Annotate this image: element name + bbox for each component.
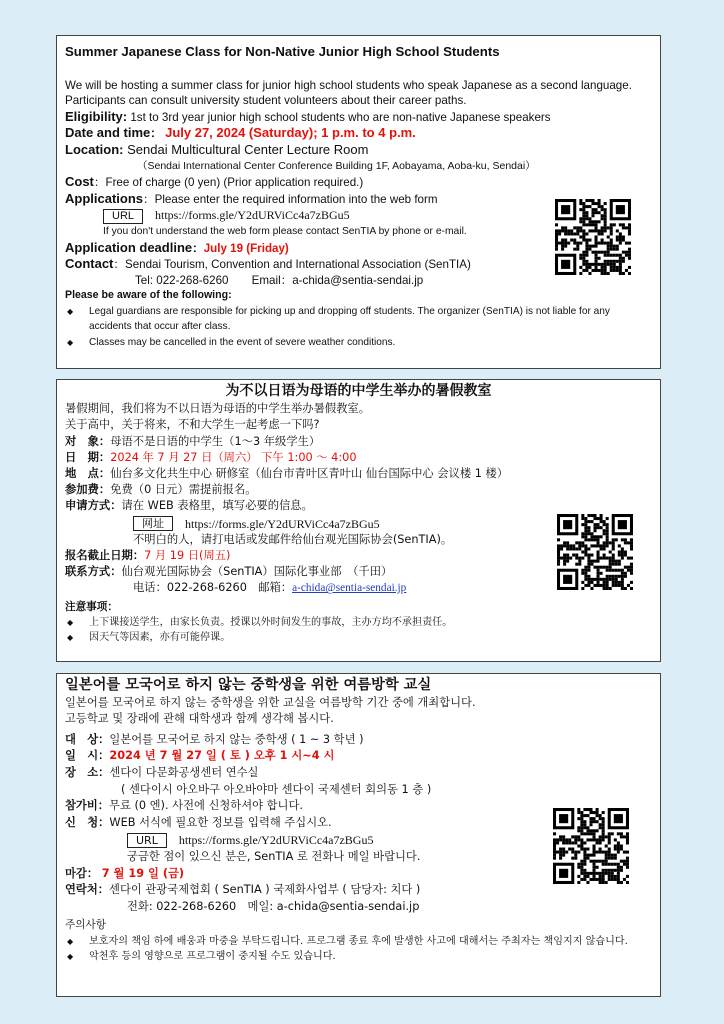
apply-row: 신 청：WEB 서식에 필요한 정보를 입력해 주십시오. xyxy=(65,815,332,829)
korean-notes xyxy=(65,934,652,965)
note-item: ◆ Classes may be cancelled in the event of severe weather conditions. xyxy=(65,335,652,350)
date-row: Date and time： July 27, 2024 (Saturday); 1 p.m. to 4 p.m. xyxy=(65,125,416,141)
web-form-link[interactable]: https://forms.gle/Y2dURViCc4a7zBGu5 xyxy=(185,516,380,531)
chinese-section xyxy=(56,379,661,662)
web-form-link[interactable]: https://forms.gle/Y2dURViCc4a7zBGu5 xyxy=(155,208,350,223)
eligibility-value: 1st to 3rd year junior high school students who are non-native Japanese speakers xyxy=(127,110,551,124)
date-label: Date and time xyxy=(65,125,151,141)
url-tag: 网址 xyxy=(133,516,173,531)
chinese-intro-2: 关于高中，关于将来，不和大学生一起考虑一下吗? xyxy=(65,418,320,432)
applications-label: Applications xyxy=(65,190,144,206)
note-item: ◆ 上下课接送学生，由家长负责。授课以外时间发生的事故，主办方均不承担责任。 xyxy=(65,615,652,630)
contact-line2: Tel: 022-268-6260 Email：a-chida@sentia-sendai.jp xyxy=(135,273,424,287)
deadline-row: Application deadline：July 19 (Friday) xyxy=(65,239,289,255)
deadline-row: 报名截止日期：7 月 19 日(周五) xyxy=(65,549,231,563)
korean-section xyxy=(56,673,661,997)
location-detail: （Sendai International Center Conference Building 1F, Aobayama, Aoba-ku, Sendai） xyxy=(137,159,536,172)
apply-help: 不明白的人，请打电话或发邮件给仙台观光国际协会(SenTIA)。 xyxy=(133,532,453,546)
note-item: ◆ 보호자의 책임 하에 배웅과 마중을 부탁드립니다. 프로그램 종료 후에 발생한 사고에 대해서는 주최자는 책임지지 않습니다. xyxy=(65,934,652,949)
url-tag: URL xyxy=(127,833,167,848)
qr-code-icon[interactable] xyxy=(557,514,633,590)
email-link[interactable]: a-chida@sentia-sendai.jp xyxy=(292,582,407,595)
qr-code-icon[interactable] xyxy=(555,199,631,275)
notes-header: Please be aware of the following: xyxy=(65,289,232,302)
location-value: Sendai Multicultural Center Lecture Room xyxy=(123,141,369,157)
contact-label: Contact xyxy=(65,256,114,272)
target-row: 대 상：일본어를 모국어로 하지 않는 중학생 ( 1 ~ 3 학년 ) xyxy=(65,732,364,746)
qr-code-icon[interactable] xyxy=(553,808,629,884)
contact-line2: 电话：022-268-6260 邮箱：a-chida@sentia-sendai.jp xyxy=(133,581,407,595)
english-section xyxy=(56,35,661,369)
fee-row: 参加费：免费（0 日元）需提前报名。 xyxy=(65,483,257,497)
korean-intro-2: 고등학교 및 장래에 관해 대학생과 함께 생각해 봅시다. xyxy=(65,712,334,726)
english-intro: We will be hosting a summer class for junior high school students who speak Japanese as a second language. Participants can consult university student volunteers about their career paths. xyxy=(65,78,632,108)
korean-title: 일본어를 모국어로 하지 않는 중학생을 위한 여름방학 교실 xyxy=(65,677,432,693)
deadline-value: July 19 (Friday) xyxy=(203,241,289,255)
apply-help: 궁금한 점이 있으신 분은, SenTIA 로 전화나 메일 바랍니다. xyxy=(127,849,421,863)
url-tag: URL xyxy=(103,209,143,224)
eligibility-row xyxy=(65,109,652,126)
english-title: Summer Japanese Class for Non-Native Junior High School Students xyxy=(65,44,500,59)
chinese-title: 为不以日语为母语的中学生举办的暑假教室 xyxy=(225,383,492,399)
place-detail: ( 센다이시 아오바구 아오바야마 센다이 국제센터 회의동 1 층 ) xyxy=(121,782,432,796)
chinese-notes xyxy=(65,615,652,646)
date-row: 日 期：2024 年 7 月 27 日（周六） 下午 1:00 ～ 4:00 xyxy=(65,450,357,464)
place-row: 地 点：仙台多文化共生中心 研修室（仙台市青叶区青叶山 仙台国际中心 会议楼 1 楼） xyxy=(65,467,509,481)
chinese-intro-1: 暑假期间，我们将为不以日语为母语的中学生举办暑假教室。 xyxy=(65,402,371,416)
notes-header: 注意事项： xyxy=(65,600,118,613)
web-form-link[interactable]: https://forms.gle/Y2dURViCc4a7zBGu5 xyxy=(178,833,374,848)
date-value: July 27, 2024 (Saturday); 1 p.m. to 4 p.m. xyxy=(165,125,416,141)
contact-line2: 전화: 022-268-6260 메일: a-chida@sentia-sendai.jp xyxy=(127,899,420,913)
date-row: 일 시：2024 년 7 월 27 일 ( 토 ) 오후 1 시~4 시 xyxy=(65,749,335,763)
eligibility-label: Eligibility: xyxy=(65,108,128,124)
web-help-text: If you don't understand the web form please contact SenTIA by phone or e-mail. xyxy=(103,225,467,237)
deadline-label: Application deadline xyxy=(65,239,193,255)
cost-label: Cost xyxy=(65,174,94,190)
apply-row: 申请方式：请在 WEB 表格里，填写必要的信息。 xyxy=(65,499,313,513)
fee-row: 참가비：무료 (0 엔). 사전에 신청하셔야 합니다. xyxy=(65,799,303,813)
contact-row: 연락처：센다이 관광국제협회 ( SenTIA ) 국제화사업부 ( 담당자: 치다 ) xyxy=(65,883,421,897)
notes-header: 주의사항 xyxy=(65,919,106,932)
korean-intro-1: 일본어를 모국어로 하지 않는 중학생을 위한 교실을 여름방학 기간 중에 개최합니다. xyxy=(65,695,476,709)
target-row: 对 象：母语不是日语的中学生（1～3 年级学生） xyxy=(65,434,321,448)
contact-value: ：Sendai Tourism, Convention and International Association (SenTIA) xyxy=(113,258,471,272)
location-row xyxy=(65,142,652,159)
cost-value: ：Free of charge (0 yen) (Prior application required.) xyxy=(93,176,364,190)
english-notes xyxy=(65,304,652,350)
note-item: ◆ Legal guardians are responsible for picking up and dropping off students. The organizer (SenTIA) is not liable for any accidents that occur after class. xyxy=(65,304,652,335)
contact-row: 联系方式：仙台观光国际协会（SenTIA）国际化事业部 （千田） xyxy=(65,565,393,579)
place-row: 장 소：센다이 다문화공생센터 연수실 xyxy=(65,765,259,779)
location-label: Location: xyxy=(65,141,124,157)
note-item: ◆ 악천후 등의 영향으로 프로그램이 중지될 수도 있습니다. xyxy=(65,949,652,964)
note-item: ◆ 因天气等因素，亦有可能停课。 xyxy=(65,630,652,645)
applications-value: ：Please enter the required information into the web form xyxy=(143,192,438,206)
cost-row xyxy=(65,174,652,191)
deadline-row: 마감： 7 월 19 일 (금) xyxy=(65,866,185,880)
